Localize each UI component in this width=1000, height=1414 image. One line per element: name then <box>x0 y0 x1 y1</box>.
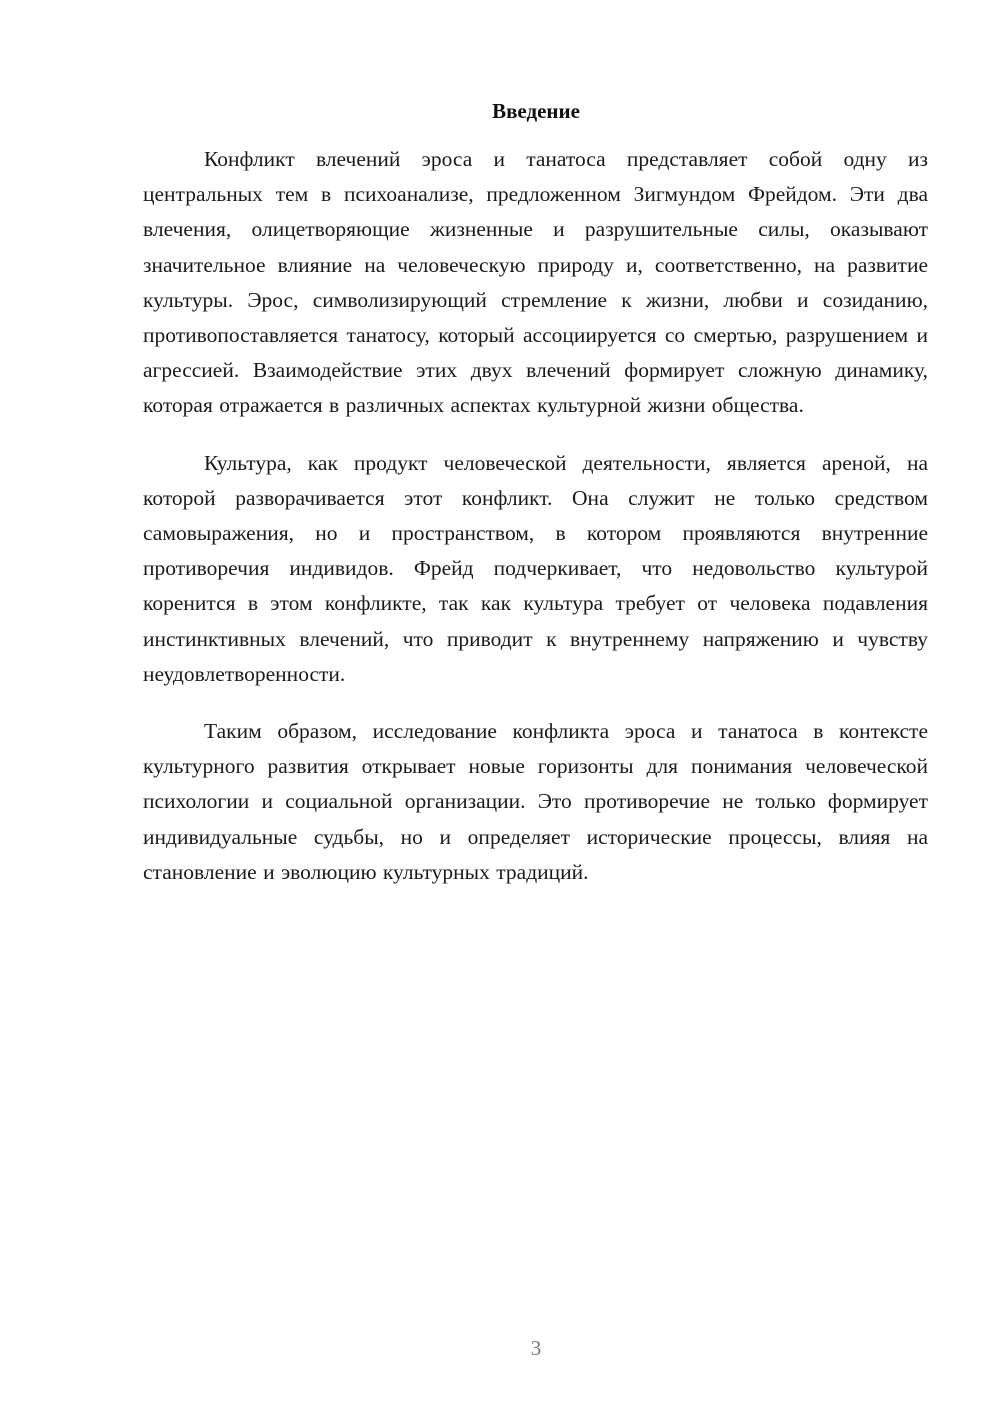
paragraph-3: Таким образом, исследование конфликта эроса и танатоса в контексте культурного развития открывает новые горизонты для понимания человеческой психологии и социальной организации. Это противоречие не только формирует индивидуальные судьбы, но и определяет исторические процессы, влияя на становление и эволюцию культурных традиций. <box>143 719 928 884</box>
page-number: 3 <box>530 1336 542 1360</box>
section-heading: Введение <box>492 99 580 123</box>
paragraph-2: Культура, как продукт человеческой деятельности, является ареной, на которой разворачивается этот конфликт. Она служит не только средством самовыражения, но и пространством, в котором проявляются внутренние противоречия индивидов. Фрейд подчеркивает, что недовольство культурой коренится в этом конфликте, так как культура требует от человека подавления инстинктивных влечений, что приводит к внутреннему напряжению и чувству неудовлетворенности. <box>143 450 928 686</box>
paragraph-1: Конфликт влечений эроса и танатоса представляет собой одну из центральных тем в психоанализе, предложенном Зигмундом Фрейдом. Эти два влечения, олицетворяющие жизненные и разрушительные силы, оказывают значительное влияние на человеческую природу и, соответственно, на развитие культуры. Эрос, символизирующий стремление к жизни, любви и созиданию, противопоставляется танатосу, который ассоциируется со смертью, разрушением и агрессией. Взаимодействие этих двух влечений формирует сложную динамику, которая отражается в различных аспектах культурной жизни общества. <box>143 147 928 418</box>
body-text <box>143 142 928 912</box>
